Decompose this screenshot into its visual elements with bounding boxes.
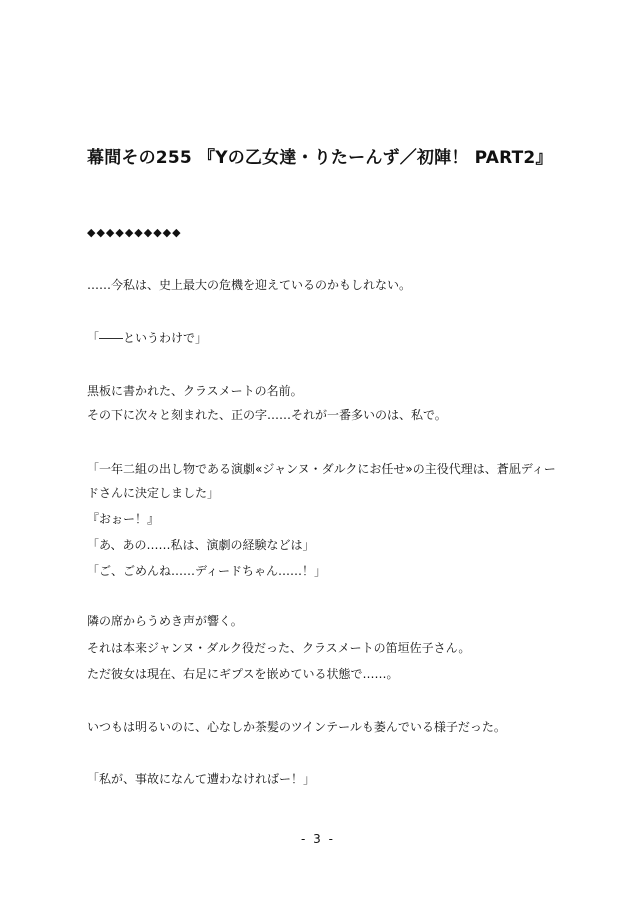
- text-line: その下に次々と刻まれた、正の字……それが一番多いのは、私で。: [87, 408, 447, 422]
- text-line: ……今私は、史上最大の危機を迎えているのかもしれない。: [87, 278, 412, 292]
- text-line: 「ご、ごめんね……ディードちゃん……！」: [87, 564, 327, 578]
- text-line: 「私が、事故になんて遭わなければー！」: [87, 772, 316, 786]
- text-line: 黒板に書かれた、クラスメートの名前。: [87, 384, 303, 398]
- section-separator: ◆◆◆◆◆◆◆◆◆◆: [87, 226, 182, 239]
- text-line: いつもは明るいのに、心なしか茶髪のツインテールも萎んでいる様子だった。: [87, 720, 506, 734]
- text-line: 隣の席からうめき声が響く。: [87, 614, 243, 628]
- text-line: ただ彼女は現在、右足にギプスを嵌めている状態で……。: [87, 667, 399, 681]
- chapter-title: 幕間その255 『Yの乙女達・りたーんず／初陣！ PART2』: [87, 148, 553, 168]
- text-line: 「あ、あの……私は、演劇の経験などは」: [87, 538, 315, 552]
- text-line: それは本来ジャンヌ・ダルク役だった、クラスメートの笛垣佐子さん。: [87, 641, 471, 655]
- page-number: - 3 -: [301, 832, 335, 846]
- text-line: 「――というわけで」: [87, 331, 208, 345]
- text-line: 『おぉー！』: [87, 512, 160, 526]
- text-line: ドさんに決定しました」: [87, 486, 220, 500]
- text-line: 「一年二組の出し物である演劇«ジャンヌ・ダルクにお任せ»の主役代理は、蒼凪ディー: [87, 462, 556, 476]
